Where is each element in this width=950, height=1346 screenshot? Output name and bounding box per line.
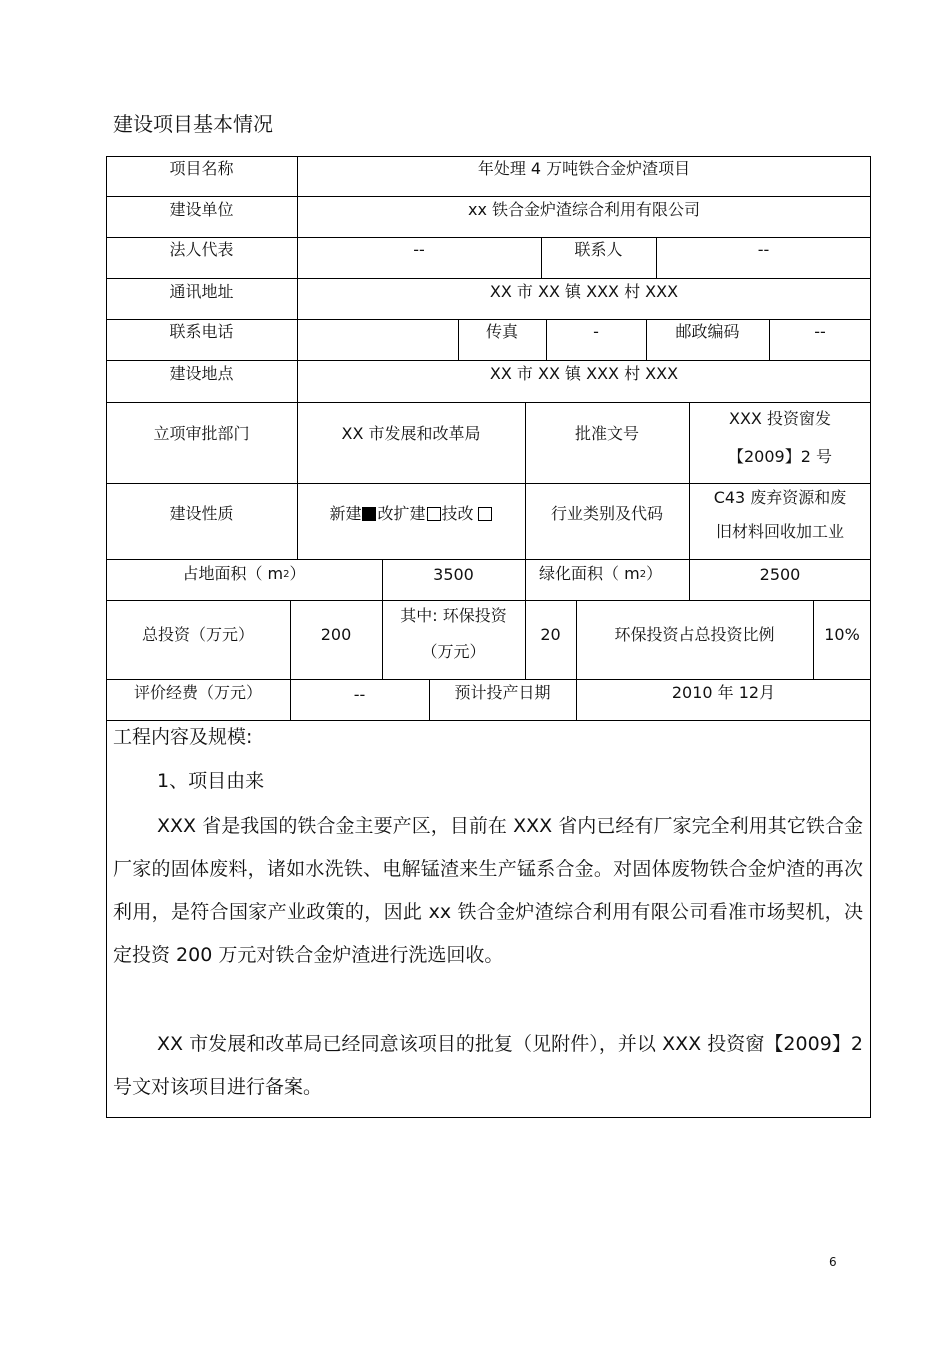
env-investment-label [382, 598, 525, 670]
section-title: 建设项目基本情况 [113, 112, 273, 136]
nature-options [297, 483, 525, 545]
production-date-label: 预计投产日期 [454, 682, 551, 702]
checkbox-new[interactable] [362, 507, 376, 521]
green-area-close: ） [646, 563, 663, 583]
green-area-value: 2500 [759, 565, 801, 585]
green-area-label [525, 559, 689, 589]
site-value: XX 市 XX 镇 XXX 村 XXX [489, 363, 679, 383]
project-name-value: 年处理 4 万吨铁合金炉渣项目 [477, 158, 691, 178]
postcode-label: 邮政编码 [675, 321, 740, 341]
green-area-label-text: 绿化面积（ m [539, 563, 640, 583]
contact-value: -- [757, 239, 770, 259]
option-expand-label: 改扩建 [377, 503, 426, 523]
page-number: 6 [829, 1255, 837, 1269]
industry-line1: C43 废弃资源和废 [713, 488, 847, 507]
env-ratio-value: 10% [824, 624, 860, 644]
content-subheading: 1、项目由来 [157, 770, 265, 792]
total-investment-label: 总投资（万元） [141, 624, 254, 644]
env-investment-label-1: 其中: 环保投资 [400, 606, 507, 625]
content-paragraph-1: XXX 省是我国的铁合金主要产区，目前在 XXX 省内已经有厂家完全利用其它铁合金厂家的固体废料，诸如水洗铁、电解锰渣来生产锰系合金。对固体废物铁合金炉渣的再次利用，是符合国家产业政策的，因此 xx 铁合金炉渣综合利用有限公司看准市场契机，决定投资 200 万元对铁合金炉渣进行洗选回收。 [113, 815, 863, 966]
construction-unit-label: 建设单位 [169, 199, 234, 219]
industry-line2: 旧材料回收加工业 [715, 522, 844, 541]
approval-doc-label: 批准文号 [574, 423, 639, 443]
land-area-value: 3500 [433, 565, 474, 585]
construction-unit-value: xx 铁合金炉渣综合利用有限公司 [467, 199, 701, 219]
fax-label: 传真 [485, 321, 518, 341]
phone-value [297, 319, 458, 345]
checkbox-tech[interactable] [478, 507, 492, 521]
approval-doc-value [689, 400, 871, 476]
land-area-label [106, 559, 382, 589]
fax-value: - [593, 321, 599, 341]
legal-rep-value: -- [413, 239, 425, 259]
legal-rep-label: 法人代表 [169, 239, 234, 259]
option-tech-label: 技改 [441, 503, 474, 523]
approval-doc-line2: 【2009】2 号 [728, 447, 832, 466]
land-area-sup: 2 [283, 568, 290, 580]
eval-fee-label: 评价经费（万元） [133, 682, 262, 702]
industry-label: 行业类别及代码 [550, 503, 663, 523]
phone-label: 联系电话 [169, 321, 234, 341]
total-investment-value: 200 [320, 624, 352, 644]
postcode-value: -- [814, 321, 826, 341]
approval-doc-line1: XXX 投资窗发 [729, 409, 831, 428]
address-label: 通讯地址 [169, 281, 234, 301]
industry-value [689, 480, 871, 550]
approval-dept-value: XX 市发展和改革局 [341, 423, 481, 443]
content-paragraph-2: XX 市发展和改革局已经同意该项目的批复（见附件），并以 XXX 投资窗【2009】2 号文对该项目进行备案。 [113, 1033, 863, 1098]
production-date-value: 2010 年 12月 [671, 682, 776, 702]
env-ratio-label: 环保投资占总投资比例 [614, 624, 775, 644]
option-new-label: 新建 [329, 503, 362, 523]
green-area-sup: 2 [639, 568, 647, 580]
approval-dept-label: 立项审批部门 [153, 423, 250, 443]
contact-label: 联系人 [574, 239, 623, 259]
env-investment-value: 20 [540, 624, 561, 644]
eval-fee-value: -- [353, 684, 366, 704]
project-name-label: 项目名称 [169, 158, 234, 178]
land-area-close: ） [289, 563, 306, 583]
content-heading: 工程内容及规模: [113, 726, 253, 748]
land-area-label-text: 占地面积（ m [182, 563, 284, 583]
nature-label: 建设性质 [169, 503, 234, 523]
site-label: 建设地点 [169, 363, 234, 383]
checkbox-expand[interactable] [427, 507, 441, 521]
address-value: XX 市 XX 镇 XXX 村 XXX [489, 281, 679, 301]
env-investment-label-2: （万元） [421, 642, 486, 661]
